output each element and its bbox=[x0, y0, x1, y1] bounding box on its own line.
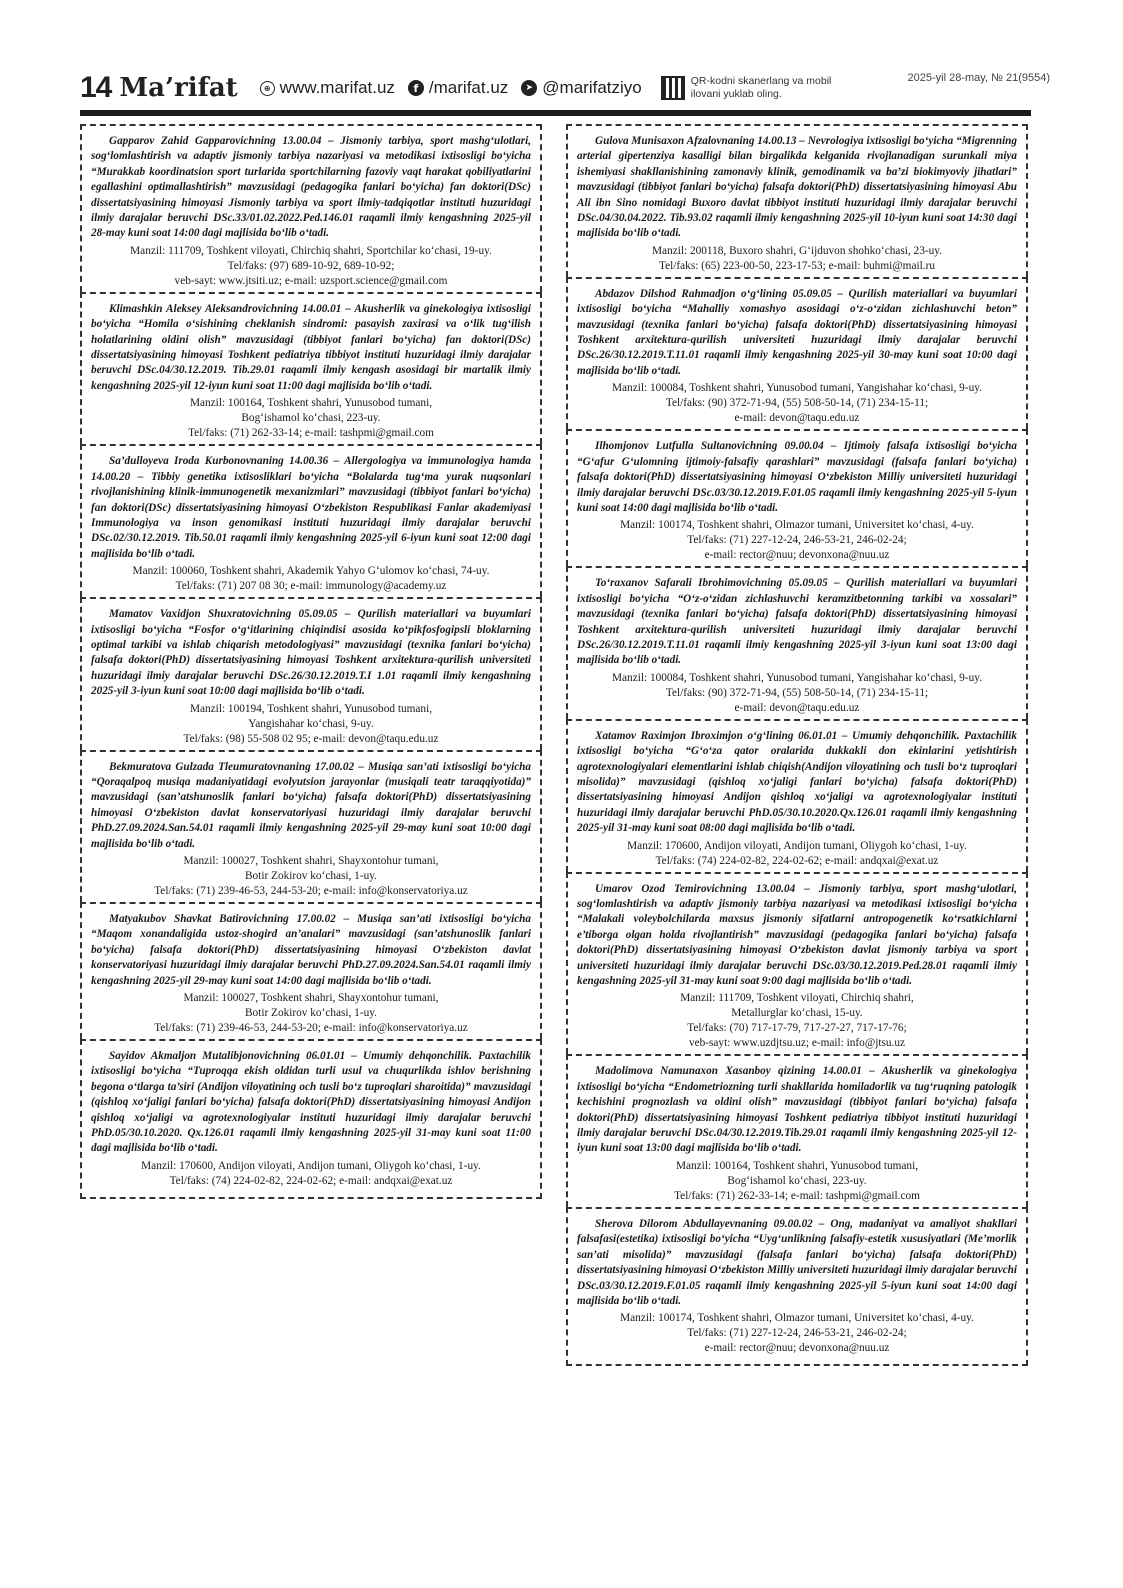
announcement-block bbox=[80, 597, 542, 749]
contact-line: Manzil: 100027, Toshkent shahri, Shayxontohur tumani, bbox=[183, 992, 439, 1005]
announcement-block bbox=[566, 566, 1028, 718]
announcement-block bbox=[566, 1207, 1028, 1366]
announcement-block bbox=[80, 124, 542, 292]
contact-line: Tel/faks: (98) 55-508 02 95; e-mail: devon@taqu.edu.uz bbox=[183, 732, 439, 745]
contact-line: Yangishahar ko‘chasi, 9-uy. bbox=[248, 717, 374, 730]
contact-line: Manzil: 100164, Toshkent shahri, Yunusobod tumani, bbox=[675, 1159, 919, 1172]
contact-line: e-mail: rector@nuu; devonxona@nuu.uz bbox=[704, 1342, 890, 1355]
contact-line: Manzil: 100084, Toshkent shahri, Yunusobod tumani, Yangishahar ko‘chasi, 9-uy. bbox=[612, 382, 982, 395]
announcement-text: Umarov Ozod Temirovichning 13.00.04 – Jismoniy tarbiya, sport mashg‘ulotlari, sog‘lomlashtirish va adaptiv jismoniy tarbiya nazariyasi va metodikasi ixtisosligi bo‘yicha “Malakali voleybolchilarda maxsus jismoniy sifatlarni antropogenetik ko‘rsatkichlarni e’tiborga olgan holda rivojlantirish” mavzusidagi (pedagogika fanlari bo‘yicha) falsafa doktori(PhD) dissertatsiyasining himoyasi O‘zbekiston davlat jismoniy tarbiya va sport universiteti huzuridagi ilmiy darajalar beruvchi DSc.03/30.12.2019.Ped.28.01 raqamli ilmiy kengashning 2025-yil 31-may kuni soat 9:00 dagi majlisida bo‘lib o‘tadi. bbox=[577, 882, 1017, 988]
announcement-text: Xatamov Raximjon Ibroximjon o‘g‘lining 06.01.01 – Umumiy dehqonchilik. Paxtachilik ixtisosligi bo‘yicha “G‘o‘za qator oralarida dukkakli don ekinlarini yetishtirish agrotexnologiyalari elementlarini ishlab chiqish(Andijon viloyatining och tusli bo‘z tuproqlari misolida)” mavzusidagi (qishloq xo‘jaligi fanlari bo‘yicha) falsafa doktori(PhD) dissertatsiyasining himoyasi Andijon qishloq xo‘jaligi va agrotexnologiyalar instituti huzuridagi ilmiy darajalar beruvchi PhD.05/30.10.2020.Qx.126.01 raqamli ilmiy kengashning 2025-yil 31-may kuni soat 08:00 dagi majlisida bo‘lib o‘tadi. bbox=[577, 729, 1017, 835]
contact-line: Manzil: 111709, Toshkent viloyati, Chirchiq shahri, bbox=[680, 992, 914, 1005]
announcement-text: Gulova Munisaxon Afzalovnaning 14.00.13 – Nevrologiya ixtisosligi bo‘yicha “Migrenning arterial gipertenziya kasalligi bilan birgalikda kelganida rivojlanadigan surunkali miya ishemiyasi shakllanishining zamonaviy klinik, gemodinamik va ba’zi biokimyoviy jihatlari” mavzusidagi (tibbiyot fanlari bo‘yicha) falsafa doktori(PhD) dissertatsiyasining himoyasi Abu Ali ibn Sino nomidagi Buxoro davlat tibbiyot instituti huzuridagi ilmiy darajalar beruvchi DSc.04/30.04.2022. Tib.93.02 raqamli ilmiy kengashning 2025-yil 10-iyun kuni soat 14:30 dagi majlisida bo‘lib o‘tadi. bbox=[577, 135, 1017, 240]
contact-line: Manzil: 100194, Toshkent shahri, Yunusobod tumani, bbox=[189, 702, 433, 715]
qr-caption: QR-kodni skanerlang va mobil ilovani yuklab oling. bbox=[690, 75, 832, 100]
telegram-link[interactable] bbox=[521, 78, 641, 98]
page-header bbox=[80, 66, 1050, 110]
facebook-link[interactable] bbox=[408, 78, 508, 98]
facebook-icon: f bbox=[408, 80, 424, 96]
contact-line: Metallurglar ko‘chasi, 15-uy. bbox=[731, 1007, 863, 1020]
contact-line: Tel/faks: (71) 262-33-14; e-mail: tashpmi@gmail.com bbox=[674, 1189, 920, 1202]
contact-line: Manzil: 100084, Toshkent shahri, Yunusobod tumani, Yangishahar ko‘chasi, 9-uy. bbox=[612, 671, 982, 684]
facebook-text: /marifat.uz bbox=[428, 78, 509, 97]
contact-line: Manzil: 100174, Toshkent shahri, Olmazor tumani, Universitet ko‘chasi, 4-uy. bbox=[620, 519, 974, 532]
contact-line: Tel/faks: (70) 717-17-79, 717-27-27, 717-17-76; bbox=[687, 1022, 907, 1035]
contact-line: Tel/faks: (74) 224-02-82, 224-02-62; e-mail: andqxai@exat.uz bbox=[169, 1174, 453, 1187]
contact-line: Manzil: 100060, Toshkent shahri, Akademik Yahyo G‘ulomov ko‘chasi, 74-uy. bbox=[132, 565, 490, 578]
announcement-block bbox=[80, 444, 542, 597]
announcement-block bbox=[566, 277, 1028, 429]
contact-line: Tel/faks: (90) 372-71-94, (55) 508-50-14, (71) 234-15-11; bbox=[665, 397, 929, 410]
website-link[interactable] bbox=[260, 78, 395, 98]
issue-date: 2025-yil 28-may, № 21(9554) bbox=[907, 72, 1050, 84]
announcement-block bbox=[566, 719, 1028, 872]
contact-line: Tel/faks: (90) 372-71-94, (55) 508-50-14, (71) 234-15-11; bbox=[665, 686, 929, 699]
contact-line: e-mail: devon@taqu.edu.uz bbox=[734, 412, 860, 425]
announcement-block bbox=[80, 750, 542, 902]
contact-line: Bog‘ishamol ko‘chasi, 223-uy. bbox=[241, 412, 381, 425]
announcement-block bbox=[566, 124, 1028, 277]
contact-line: Tel/faks: (71) 207 08 30; e-mail: immunology@academy.uz bbox=[175, 580, 447, 593]
contact-line: e-mail: rector@nuu; devonxona@nuu.uz bbox=[704, 549, 890, 562]
announcement-text: Sa’dulloyeva Iroda Kurbonovnaning 14.00.36 – Allergologiya va immunologiya hamda 14.00.20 – Tibbiy genetika ixtisosliklari bo‘yicha “Bolalarda tug‘ma yurak nuqsonlari rivojlanishining klinik-immunogenetik mexanizmlari” mavzusidagi (tibbiyot fanlari bo‘yicha) fan doktori(DSc) dissertatsiyasining himoyasi O‘zbekiston Respublikasi Fanlar akademiyasi Immunologiya va inson genomikasi instituti huzuridagi ilmiy darajalar beruvchi DSc.02/30.12.2019. Tib.50.01 raqamli ilmiy kengashning 2025-yil 6-iyun kuni soat 12:00 dagi majlisida bo‘lib o‘tadi. bbox=[91, 455, 531, 560]
contact-line: Botir Zokirov ko‘chasi, 1-uy. bbox=[245, 870, 377, 882]
announcement-text: Ilhomjonov Lutfulla Sultanovichning 09.00.04 – Ijtimoiy falsafa ixtisosligi bo‘yicha “G‘afur G‘ulomning ijtimoiy-falsafiy qarashlari” mavzusidagi (falsafa fanlari bo‘yicha) falsafa doktori(PhD) dissertatsiyasining himoyasi O‘zbekiston Milliy universiteti huzuridagi ilmiy darajalar beruvchi DSc.03/30.12.2019.F.01.05 raqamli ilmiy kengashning 2025-yil 5-iyun kuni soat 14:00 dagi majlisida bo‘lib o‘tadi. bbox=[577, 440, 1017, 514]
announcement-block bbox=[566, 429, 1028, 566]
contact-line: Manzil: 100164, Toshkent shahri, Yunusobod tumani, bbox=[189, 397, 433, 410]
contact-line: Tel/faks: (65) 223-00-50, 223-17-53; e-mail: buhmi@mail.ru bbox=[659, 259, 935, 272]
announcement-text: Abdazov Dilshod Rahmadjon o‘g‘lining 05.09.05 – Qurilish materiallari va buyumlari ixtisosligi bo‘yicha “Mahalliy xomashyo asosidagi o‘z-o‘zidan zichlashuvchi beton” mavzusidagi (texnika fanlari bo‘yicha) falsafa doktori(PhD) dissertatsiyasining himoyasi Toshkent arxitektura-qurilish universiteti huzuridagi ilmiy darajalar beruvchi DSc.26/30.12.2019.T.11.01 raqamli ilmiy kengashning 2025-yil 30-may kuni soat 10:00 dagi majlisida bo‘lib o‘tadi. bbox=[577, 287, 1017, 377]
website-text: www.marifat.uz bbox=[279, 78, 395, 97]
right-column bbox=[566, 124, 1028, 1366]
announcement-text: Matyakubov Shavkat Batirovichning 17.00.02 – Musiqa san’ati ixtisosligi bo‘yicha “Maqom xonandaligida ustoz-shogird an’analari” mavzusidagi (san’atshunoslik fanlari bo‘yicha) falsafa doktori(PhD) dissertatsiyasining himoyasi O‘zbekiston davlat konservatoriyasi huzuridagi ilmiy darajalar beruvchi PhD.27.09.2024.San.54.01 raqamli ilmiy kengashning 2025-yil 29-may kuni soat 14:00 dagi majlisida bo‘lib o‘tadi. bbox=[91, 913, 531, 987]
announcement-text: Klimashkin Aleksey Aleksandrovichning 14.00.01 – Akusherlik va ginekologiya ixtisosligi bo‘yicha “Homila o‘sishining cheklanish sindromi: pasayish zaxirasi va o‘lik tug‘ilish holatlarining oldini olish” mavzusidagi (tibbiyot fanlari bo‘yicha) fan doktori(DSc) dissertatsiyasining himoyasi Toshkent pediatriya tibbiyot instituti huzuridagi ilmiy darajalar beruvchi DSc.04/30.12.2019. Tib.29.01 raqamli ilmiy kengash asosidagi bir martalik ilmiy kengashning 2025-yil 12-iyun kuni soat 11:00 dagi majlisida bo‘lib o‘tadi. bbox=[91, 302, 531, 392]
announcement-text: To‘raxanov Safarali Ibrohimovichning 05.09.05 – Qurilish materiallari va buyumlari ixtisosligi bo‘yicha “O‘z-o‘zidan zichlashuvchi keramzitbetonning tarkibi va xossalari” mavzusidagi (texnika fanlari bo‘yicha) falsafa doktori(PhD) dissertatsiyasining himoyasi Toshkent arxitektura-qurilish universiteti huzuridagi ilmiy darajalar beruvchi DSc.26/30.12.2019.T.11.01 raqamli ilmiy kengashning 2025-yil 3-iyun kuni soat 13:00 dagi majlisida bo‘lib o‘tadi. bbox=[577, 577, 1017, 667]
contact-line: veb-sayt: www.uzdjtsu.uz; e-mail: info@jtsu.uz bbox=[688, 1037, 906, 1050]
contact-line: Tel/faks: (97) 689-10-92, 689-10-92; bbox=[227, 259, 395, 272]
announcement-block bbox=[80, 1039, 542, 1199]
telegram-text: @marifatziyo bbox=[542, 78, 642, 97]
contact-line: Manzil: 200118, Buxoro shahri, G‘ijduvon shohko‘chasi, 23-uy. bbox=[651, 244, 943, 257]
contact-line: veb-sayt: www.jtsiti.uz; e-mail: uzsport.science@gmail.com bbox=[174, 274, 448, 287]
announcement-block bbox=[566, 1054, 1028, 1206]
contact-line: Bog‘ishamol ko‘chasi, 223-uy. bbox=[727, 1174, 867, 1187]
contact-line: Botir Zokirov ko‘chasi, 1-uy. bbox=[245, 1007, 377, 1020]
qr-code-icon[interactable] bbox=[661, 76, 685, 100]
globe-icon: ⊕ bbox=[260, 81, 275, 96]
contact-line: Manzil: 170600, Andijon viloyati, Andijon tumani, Oliygoh ko‘chasi, 1-uy. bbox=[627, 839, 967, 852]
announcement-text: Mamatov Vaxidjon Shuxratovichning 05.09.05 – Qurilish materiallari va buyumlari ixtisosligi bo‘yicha “Fosfor o‘g‘itlarining chiqindisi asosida ko‘pikfosfogipsli bloklarning optimal tarkibi va ishlab chiqarish metodologiyasi” mavzusidagi (texnika fanlari bo‘yicha) falsafa doktori(PhD) dissertatsiyasining himoyasi Toshkent arxitektura-qurilish universiteti huzuridagi ilmiy darajalar beruvchi DSc.26/30.12.2019.T.I 1.01 raqamli ilmiy kengashning 2025-yil 3-iyun kuni soat 10:00 dagi majlisida bo‘lib o‘tadi. bbox=[91, 608, 531, 698]
contact-line: Manzil: 100027, Toshkent shahri, Shayxontohur tumani, bbox=[183, 855, 439, 867]
contact-line: e-mail: devon@taqu.edu.uz bbox=[734, 701, 860, 714]
contact-line: Tel/faks: (71) 239-46-53, 244-53-20; e-mail: info@konservatoriya.uz bbox=[154, 1022, 468, 1035]
left-column bbox=[80, 124, 542, 1199]
header-rule bbox=[80, 110, 1031, 116]
announcement-text: Sherova Dilorom Abdullayevnaning 09.00.02 – Ong, madaniyat va amaliyot shakllari falsafasi(estetika) ixtisosligi bo‘yicha “Uyg‘unlikning falsafiy-estetik xususiyatlari (Me’morlik san’ati misolida)” mavzusidagi (falsafa fanlari bo‘yicha) falsafa doktori(PhD) dissertatsiyasining himoyasi O‘zbekiston Milliy universiteti huzuridagi ilmiy darajalar beruvchi DSc.03/30.12.2019.F.01.05 raqamli ilmiy kengashning 2025-yil 5-iyun kuni soat 14:00 dagi majlisida bo‘lib o‘tadi. bbox=[577, 1217, 1017, 1307]
contact-line: Tel/faks: (74) 224-02-82, 224-02-62; e-mail: andqxai@exat.uz bbox=[655, 854, 939, 867]
contact-line: Manzil: 111709, Toshkent viloyati, Chirchiq shahri, Sportchilar ko‘chasi, 19-uy. bbox=[130, 244, 492, 257]
announcement-text: Sayidov Akmaljon Mutalibjonovichning 06.01.01 – Umumiy dehqonchilik. Paxtachilik ixtisosligi bo‘yicha “Tuproqqa ekish oldidan turli usul va chuqurlikda ishlov berishning begona o‘tlarga ta’siri (Andijon viloyatining och tusli bo‘z tuproqlari sharoitida)” mavzusidagi (qishloq xo‘jaligi fanlari bo‘yicha) falsafa doktori(PhD) dissertatsiyasining himoyasi Andijon qishloq xo‘jaligi va agrotexnologiyalar instituti huzuridagi ilmiy darajalar beruvchi PhD.05/30.10.2020. Qx.126.01 raqamli ilmiy kengashning 2025-yil 31-may kuni soat 11:00 dagi majlisida bo‘lib o‘tadi. bbox=[91, 1050, 531, 1155]
telegram-icon: ➤ bbox=[521, 80, 537, 96]
contact-line: Manzil: 100174, Toshkent shahri, Olmazor tumani, Universitet ko‘chasi, 4-uy. bbox=[620, 1312, 974, 1325]
contact-line: Tel/faks: (71) 227-12-24, 246-53-21, 246-02-24; bbox=[687, 534, 907, 547]
announcement-block bbox=[80, 292, 542, 444]
announcement-text: Gapparov Zahid Gapparovichning 13.00.04 – Jismoniy tarbiya, sport mashg‘ulotlari, sog‘lomlashtirish va adaptiv jismoniy tarbiya nazariyasi va metodikasi ixtisosligi bo‘yicha “Murakkab koordinatsion sport turlarida sportchilarning fazoviy vaqt harakat qobiliyatlarini egallashini optimallashtirish” mavzusidagi (pedagogika fanlari bo‘yicha) fan doktori(DSc) dissertatsiyasining himoyasi Jismoniy tarbiya va sport ilmiy-tadqiqotlar instituti huzuridagi ilmiy darajalar beruvchi DSc.33/01.02.2022.Ped.146.01 raqamli ilmiy kengashning 2025-yil 28-may kuni soat 14:00 dagi majlisida bo‘lib o‘tadi. bbox=[91, 135, 531, 240]
announcement-text: Madolimova Namunaxon Xasanboy qizining 14.00.01 – Akusherlik va ginekologiya ixtisosligi bo‘yicha “Endometriozning turli shakllarida homiladorlik va tug‘ruqning patologik kechishini prognozlash va oldini olish” mavzusidagi (tibbiyot fanlari bo‘yicha) falsafa doktori(PhD) dissertatsiyasining himoyasi Toshkent pediatriya tibbiyot instituti huzuridagi ilmiy darajalar beruvchi DSc.04/30.12.2019.Tib.29.01 raqamli ilmiy kengashning 2025-yil 12-iyun kuni soat 13:00 dagi majlisida bo‘lib o‘tadi. bbox=[577, 1065, 1017, 1155]
announcement-text: Bekmuratova Gulzada Tleumuratovnaning 17.00.02 – Musiqa san’ati ixtisosligi bo‘yicha “Qoraqalpoq musiqa madaniyatidagi evolyutsion jarayonlar (musiqali teatr taraqqiyotida)” mavzusidagi (san’atshunoslik fanlari bo‘yicha) falsafa doktori(PhD) dissertatsiyasining himoyasi O‘zbekiston davlat konservatoriyasi huzuridagi ilmiy darajalar beruvchi PhD.27.09.2024.San.54.01 raqamli ilmiy kengashning 2025-yil 29-may kuni soat 10:00 dagi majlisida bo‘lib o‘tadi. bbox=[91, 760, 531, 850]
newspaper-logo: Ma’rifat bbox=[119, 73, 238, 103]
announcement-block bbox=[80, 902, 542, 1039]
contact-line: Manzil: 170600, Andijon viloyati, Andijon tumani, Oliygoh ko‘chasi, 1-uy. bbox=[141, 1159, 481, 1172]
contact-line: Tel/faks: (71) 227-12-24, 246-53-21, 246-02-24; bbox=[687, 1327, 907, 1340]
contact-line: Tel/faks: (71) 262-33-14; e-mail: tashpmi@gmail.com bbox=[188, 427, 434, 440]
contact-line: Tel/faks: (71) 239-46-53, 244-53-20; e-mail: info@konservatoriya.uz bbox=[154, 885, 468, 897]
announcement-block bbox=[566, 872, 1028, 1055]
page-number: 14 bbox=[80, 71, 112, 104]
